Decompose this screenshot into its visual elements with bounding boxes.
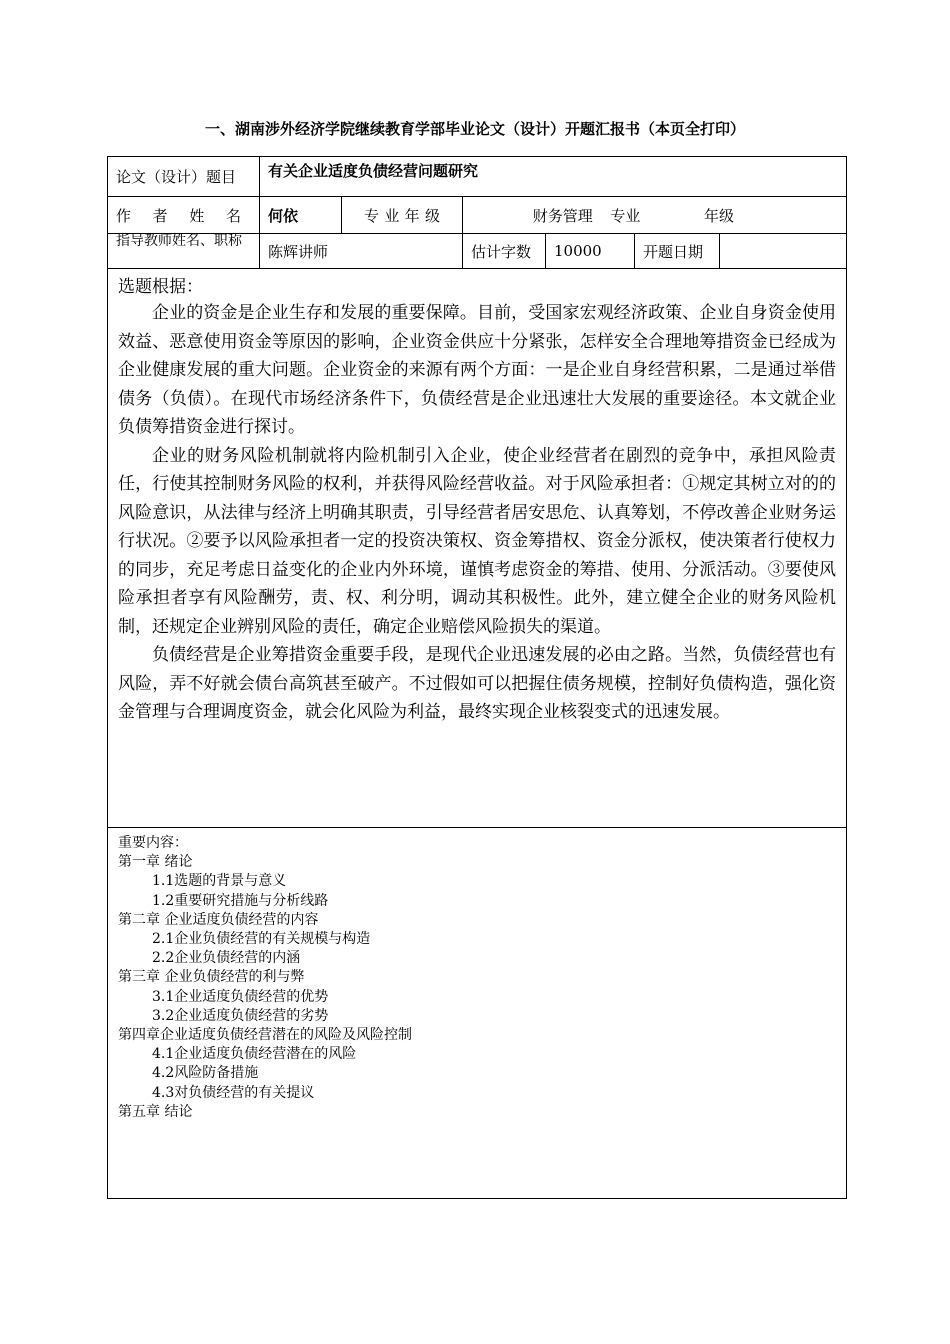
outline-section: 4.1企业适度负债经营潜在的风险 bbox=[152, 1046, 357, 1063]
content-heading: 重要内容： bbox=[118, 835, 188, 851]
advisor-row bbox=[108, 234, 847, 269]
outline-chapter: 第四章企业适度负债经营潜在的风险及风险控制 bbox=[118, 1027, 412, 1044]
author-label-char: 名 bbox=[225, 206, 241, 225]
words-label: 估计字数 bbox=[463, 234, 546, 269]
outline-section: 4.2风险防备措施 bbox=[152, 1065, 259, 1082]
major-label bbox=[342, 197, 463, 234]
outline-section: 1.2重要研究措施与分析线路 bbox=[152, 892, 329, 909]
outline-section: 2.2企业负债经营的内涵 bbox=[152, 950, 301, 967]
content-cell bbox=[108, 828, 847, 1199]
major-value: 财务管理 bbox=[532, 206, 593, 225]
advisor-label: 指导教师姓名、职称 bbox=[108, 234, 260, 269]
outline-section: 3.1企业适度负债经营的优势 bbox=[152, 988, 329, 1005]
author-label-char: 者 bbox=[152, 206, 168, 225]
page-title: 一、湖南涉外经济学院继续教育学部毕业论文（设计）开题汇报书（本页全打印） bbox=[204, 120, 745, 138]
proposal-form bbox=[107, 156, 847, 1199]
major-value-cell bbox=[463, 197, 847, 234]
basis-cell bbox=[108, 269, 847, 828]
date-value bbox=[720, 234, 847, 269]
author-value: 何依 bbox=[260, 197, 342, 234]
outline-chapter: 第三章 企业负债经营的利与弊 bbox=[118, 969, 305, 986]
topic-label: 论文（设计）题目 bbox=[108, 157, 260, 197]
basis-paragraph: 企业的资金是企业生存和发展的重要保障。目前，受国家宏观经济政策、企业自身资金使用效益、恶意使用资金等原因的影响，企业资金供应十分紧张，怎样安全合理地筹措资金已经成为企业健康发展的重大问题。企业资金的来源有两个方面：一是企业自身经营积累，二是通过举借债务（负债）。在现代市场经济条件下，负债经营是企业迅速壮大发展的重要途径。本文就企业负债筹措资金进行探讨。 bbox=[118, 303, 837, 437]
topic-row bbox=[108, 157, 847, 197]
author-label-char: 作 bbox=[116, 206, 132, 225]
outline-section: 3.2企业适度负债经营的劣势 bbox=[152, 1007, 329, 1024]
major-suffix: 专业 bbox=[610, 206, 641, 225]
author-label-char: 姓 bbox=[189, 206, 205, 225]
basis-paragraph: 负债经营是企业筹措资金重要手段，是现代企业迅速发展的必由之路。当然，负债经营也有风险，弄不好就会债台高筑甚至破产。不过假如可以把握住债务规模，控制好负债构造，强化资金管理与合理调度资金，就会化风险为利益，最终实现企业核裂变式的迅速发展。 bbox=[118, 645, 837, 722]
author-label bbox=[108, 197, 260, 234]
basis-heading: 选题根据： bbox=[118, 277, 203, 297]
outline-section: 2.1企业负债经营的有关规模与构造 bbox=[152, 931, 371, 948]
date-label: 开题日期 bbox=[635, 234, 720, 269]
major-label-char: 专 bbox=[364, 206, 380, 225]
advisor-value: 陈辉讲师 bbox=[260, 234, 463, 269]
basis-paragraph: 企业的财务风险机制就将内险机制引入企业，使企业经营者在剧烈的竞争中，承担风险责任，行使其控制财务风险的权利，并获得风险经营收益。对于风险承担者：①规定其树立对的的风险意识，从法律与经济上明确其职责，引导经营者居安思危、认真筹划，不停改善企业财务运行状况。②要予以风险承担者一定的投资决策权、资金筹措权、资金分派权，使决策者行使权力的同步，充足考虑日益变化的企业内外环境，谨慎考虑资金的筹措、使用、分派活动。③要使风险承担者享有风险酬劳，责、权、利分明，调动其积极性。此外，建立健全企业的财务风险机制，还规定企业辨别风险的责任，确定企业赔偿风险损失的渠道。 bbox=[118, 445, 837, 637]
outline-section: 4.3对负债经营的有关提议 bbox=[152, 1084, 315, 1101]
outline-chapter: 第二章 企业适度负债经营的内容 bbox=[118, 911, 319, 928]
author-row bbox=[108, 197, 847, 234]
basis-row bbox=[108, 269, 847, 828]
outline-section: 1.1选题的背景与意义 bbox=[152, 873, 287, 890]
major-label-char: 级 bbox=[424, 206, 440, 225]
topic-value: 有关企业适度负债经营问题研究 bbox=[260, 157, 847, 197]
words-value: 10000 bbox=[546, 234, 635, 269]
major-label-char: 年 bbox=[404, 206, 420, 225]
major-label-char: 业 bbox=[384, 206, 400, 225]
content-row bbox=[108, 828, 847, 1199]
outline-chapter: 第五章 结论 bbox=[118, 1103, 193, 1120]
outline-chapter: 第一章 绪论 bbox=[118, 854, 193, 871]
grade-suffix: 年级 bbox=[703, 206, 734, 225]
